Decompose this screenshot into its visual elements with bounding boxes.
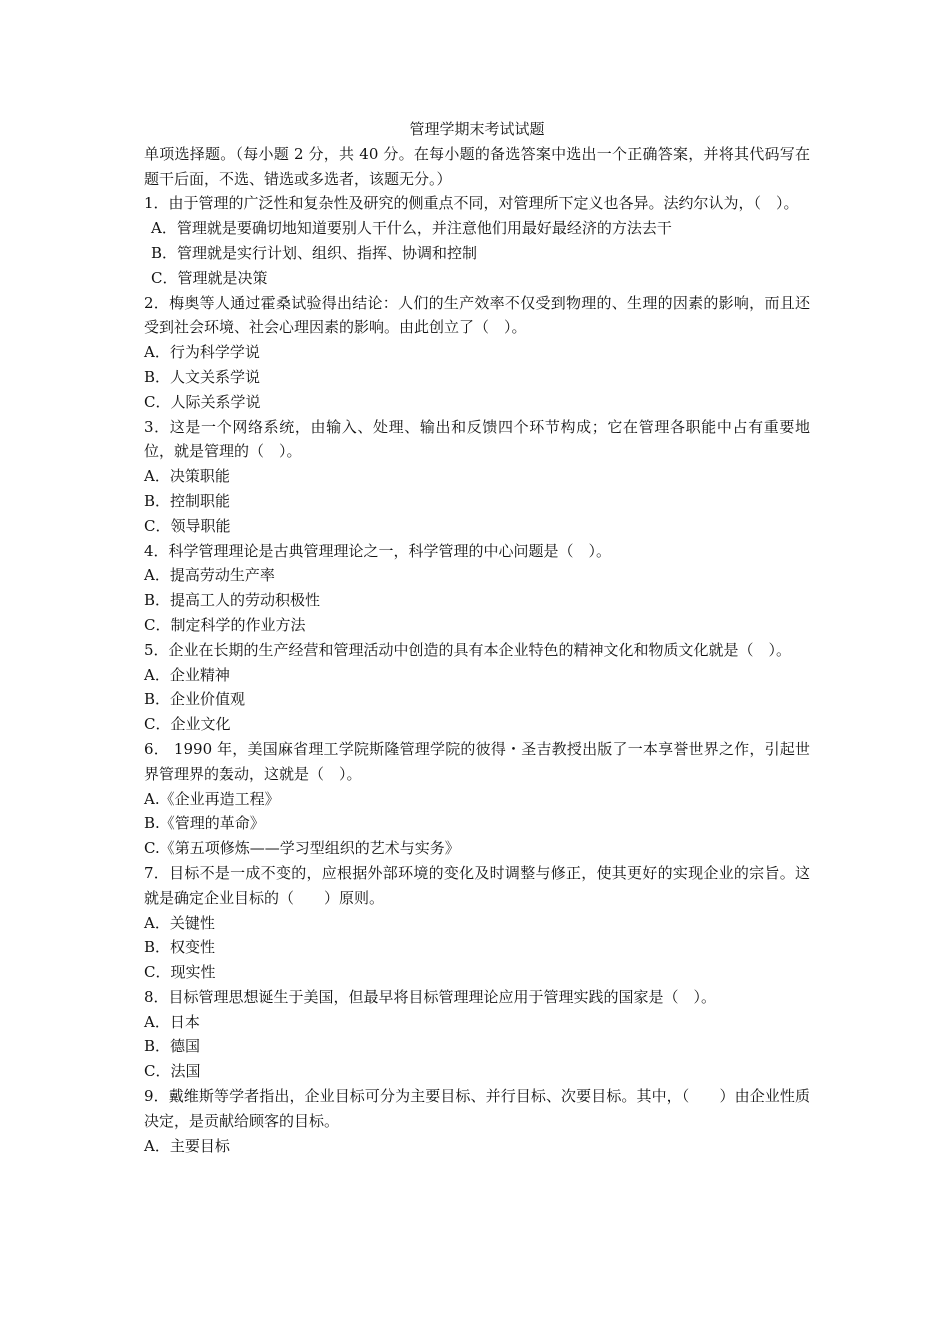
question-4 (144, 539, 810, 638)
option-b: B．企业价值观 (144, 690, 246, 709)
option-b: B．提高工人的劳动积极性 (144, 591, 321, 610)
option-a: A．主要目标 (144, 1136, 230, 1155)
document-title: 管理学期末考试试题 (409, 120, 545, 138)
question-stem: 6． 1990 年，美国麻省理工学院斯隆管理学院的彼得・圣吉教授出版了一本享誉世界之作，引起世界管理界的轰动，这就是（ ）。 (144, 739, 810, 783)
option-a: A．行为科学学说 (144, 343, 260, 362)
question-stem: 4．科学管理理论是古典管理理论之一，科学管理的中心问题是（ ）。 (144, 541, 612, 560)
question-5 (144, 638, 810, 737)
question-1 (144, 191, 810, 290)
option-c: C．现实性 (144, 963, 216, 982)
question-stem: 7．目标不是一成不变的，应根据外部环境的变化及时调整与修正，使其更好的实现企业的宗旨。这就是确定企业目标的（ ）原则。 (144, 863, 810, 907)
option-a: A．管理就是要确切地知道要别人干什么，并注意他们用最好最经济的方法去干 (151, 219, 672, 238)
option-c: C．法国 (144, 1062, 201, 1081)
option-b: B.《管理的革命》 (144, 814, 265, 833)
question-stem: 1．由于管理的广泛性和复杂性及研究的侧重点不同，对管理所下定义也各异。法约尔认为，（ ）。 (144, 194, 799, 213)
question-2 (144, 291, 810, 415)
option-a: A．提高劳动生产率 (144, 566, 275, 585)
question-3 (144, 415, 810, 539)
option-a: A．企业精神 (144, 665, 230, 684)
question-stem: 5．企业在长期的生产经营和管理活动中创造的具有本企业特色的精神文化和物质文化就是（ ）。 (144, 640, 792, 659)
option-c: C．人际关系学说 (144, 392, 261, 411)
option-b: B．人文关系学说 (144, 367, 261, 386)
option-c: C.《第五项修炼——学习型组织的艺术与实务》 (144, 839, 460, 858)
option-c: C．企业文化 (144, 715, 231, 734)
question-stem: 9．戴维斯等学者指出，企业目标可分为主要目标、并行目标、次要目标。其中，（ ）由企业性质决定，是贡献给顾客的目标。 (144, 1087, 810, 1130)
option-a: A．关键性 (144, 913, 215, 932)
question-9 (144, 1084, 810, 1158)
option-a: A.《企业再造工程》 (144, 789, 280, 808)
question-stem: 3．这是一个网络系统，由输入、处理、输出和反馈四个环节构成；它在管理各职能中占有重要地位，就是管理的（ ）。 (144, 417, 810, 461)
question-stem: 2．梅奥等人通过霍桑试验得出结论：人们的生产效率不仅受到物理的、生理的因素的影响，而且还受到社会环境、社会心理因素的影响。由此创立了（ ）。 (144, 293, 810, 337)
option-b: B．管理就是实行计划、组织、指挥、协调和控制 (151, 243, 478, 262)
option-c: C．领导职能 (144, 516, 231, 535)
question-stem: 8．目标管理思想诞生于美国，但最早将目标管理理论应用于管理实践的国家是（ ）。 (144, 987, 717, 1006)
option-b: B．控制职能 (144, 491, 231, 510)
option-c: C．制定科学的作业方法 (144, 615, 306, 634)
option-a: A．决策职能 (144, 467, 230, 486)
question-8 (144, 985, 810, 1084)
question-6 (144, 737, 810, 861)
option-b: B．权变性 (144, 938, 216, 957)
option-c: C．管理就是决策 (151, 268, 268, 287)
option-a: A．日本 (144, 1012, 200, 1031)
instructions: 单项选择题。（每小题 2 分，共 40 分。在每小题的备选答案中选出一个正确答案，并将其代码写在题干后面，不选、错选或多选者，该题无分。） (144, 144, 810, 188)
document-content (144, 117, 810, 1158)
option-b: B．德国 (144, 1037, 201, 1056)
question-7 (144, 861, 810, 985)
